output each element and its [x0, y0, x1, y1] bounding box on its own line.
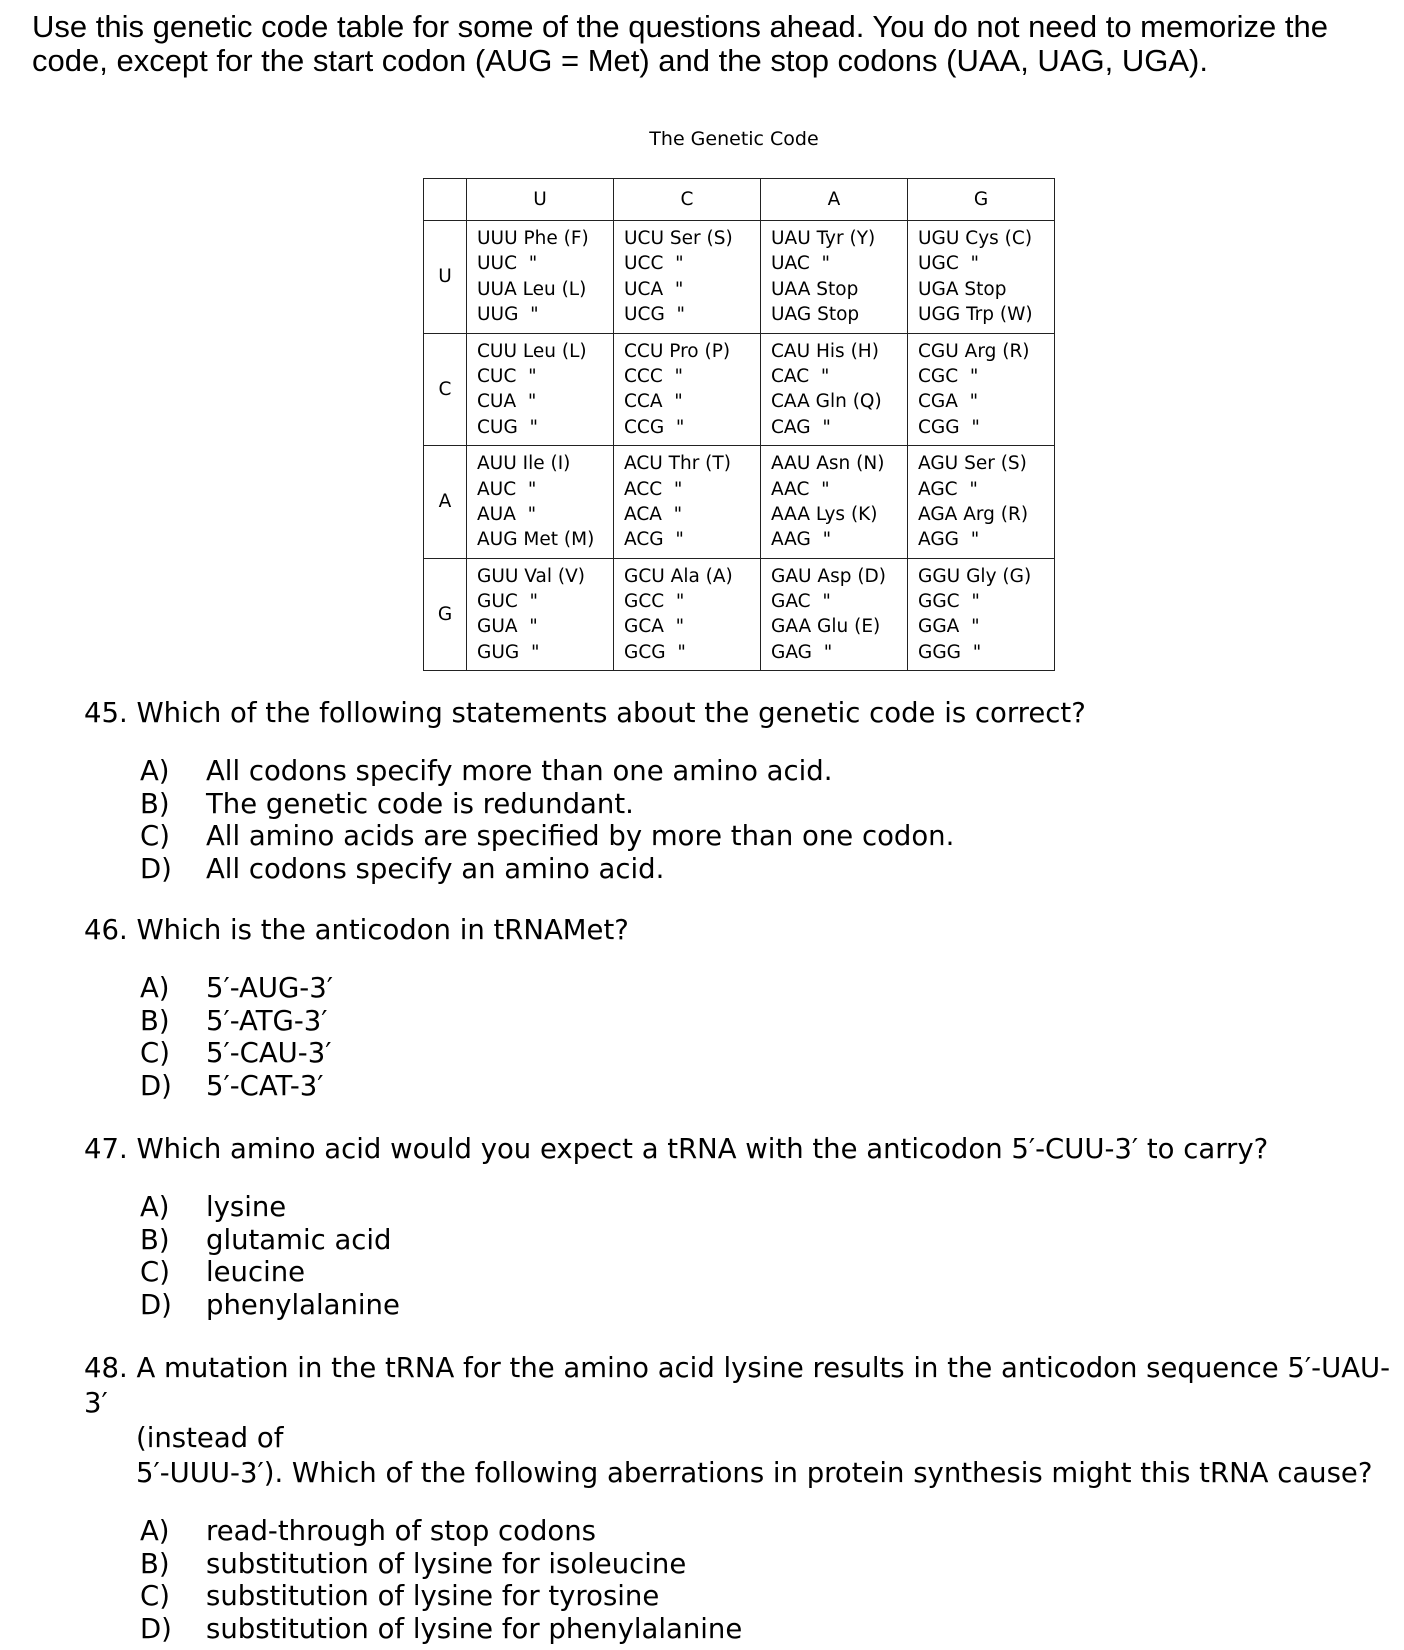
question-text: Which is the anticodon in tRNAMet?	[136, 914, 629, 946]
codon-entry: GAU Asp (D)	[771, 565, 887, 587]
codon-cell	[467, 558, 614, 671]
column-header: U	[467, 179, 614, 221]
codon-entry: GGU Gly (G)	[918, 565, 1032, 587]
codon-entry: CGC "	[918, 365, 979, 387]
codon-entry: GUG "	[477, 641, 540, 663]
codon-entry: GAA Glu (E)	[771, 616, 881, 638]
row-header: C	[424, 333, 467, 446]
codon-cell	[614, 221, 761, 334]
answer-option	[140, 1005, 1400, 1038]
codon-cell	[467, 446, 614, 559]
table-header-row	[424, 179, 1055, 221]
codon-entry: CAC "	[771, 365, 830, 387]
option-letter: A)	[140, 972, 170, 1004]
codon-cell	[908, 446, 1055, 559]
question-stem	[84, 1132, 1400, 1167]
codon-entry: AUG Met (M)	[477, 529, 595, 551]
codon-entry: CAG "	[771, 416, 831, 438]
answer-option	[140, 1515, 1400, 1548]
answer-option	[140, 1548, 1400, 1581]
table-row	[424, 333, 1055, 446]
codon-entry: UUU Phe (F)	[477, 228, 589, 249]
question-text-continued: (instead of	[136, 1422, 284, 1454]
question-text: Which of the following statements about the genetic code is correct?	[136, 697, 1086, 729]
codon-entry: GUA "	[477, 616, 538, 638]
question-number: 48.	[84, 1352, 128, 1384]
answer-option	[140, 1070, 1400, 1103]
genetic-code-table	[423, 178, 1055, 671]
question-48	[84, 1351, 1400, 1645]
codon-entry: UUG "	[477, 304, 539, 326]
table-row	[424, 446, 1055, 559]
codon-entry: CCU Pro (P)	[624, 340, 731, 362]
answer-options	[140, 755, 1400, 885]
answer-option	[140, 755, 1400, 788]
option-letter: B)	[140, 1223, 170, 1256]
option-text: glutamic acid	[206, 1223, 392, 1256]
question-text: Which amino acid would you expect a tRNA with the anticodon 5′-CUU-3′ to carry?	[136, 1133, 1269, 1165]
codon-entry: UCU Ser (S)	[624, 228, 733, 249]
option-text: All codons specify an amino acid.	[206, 852, 665, 885]
table-row	[424, 558, 1055, 671]
option-text: substitution of lysine for phenylalanine	[206, 1612, 743, 1645]
codon-entry: AGC "	[918, 478, 978, 500]
codon-entry: CUA "	[477, 391, 537, 413]
codon-entry: GUC "	[477, 591, 539, 613]
intro-text: Use this genetic code table for some of the questions ahead. You do not need to memorize the code, except for the start codon (AUG = Met) and the stop codons (UAA, UAG, UGA).	[32, 9, 1328, 78]
codon-entry: UUC "	[477, 253, 538, 275]
codon-entry: CCC "	[624, 365, 684, 387]
row-header: U	[424, 221, 467, 334]
codon-entry: UCG "	[624, 304, 686, 326]
codon-entry: ACC "	[624, 478, 683, 500]
codon-entry: AAA Lys (K)	[771, 503, 878, 525]
option-text: 5′-CAT-3′	[206, 1069, 324, 1102]
answer-option	[140, 1037, 1400, 1070]
codon-entry: CUC "	[477, 365, 537, 387]
codon-cell	[908, 558, 1055, 671]
option-letter: B)	[140, 1004, 170, 1037]
codon-entry: UGG Trp (W)	[918, 304, 1033, 326]
option-letter: B)	[140, 787, 170, 820]
answer-option	[140, 1224, 1400, 1257]
codon-entry: AGG "	[918, 529, 980, 551]
option-text: substitution of lysine for tyrosine	[206, 1580, 660, 1612]
codon-cell	[614, 446, 761, 559]
answer-options	[140, 1515, 1400, 1645]
option-letter: A)	[140, 755, 170, 787]
answer-options	[140, 972, 1400, 1102]
question-stem	[84, 696, 1400, 731]
option-text: lysine	[206, 1191, 287, 1223]
option-letter: D)	[140, 852, 172, 885]
codon-entry: UCA "	[624, 278, 684, 300]
codon-entry: GGG "	[918, 641, 982, 663]
option-letter: D)	[140, 1612, 172, 1645]
codon-entry: CCA "	[624, 391, 683, 413]
codon-cell	[761, 333, 908, 446]
column-header: G	[908, 179, 1055, 221]
codon-entry: UAG Stop	[771, 304, 860, 326]
codon-cell	[761, 558, 908, 671]
question-stem	[84, 1351, 1400, 1421]
question-number: 47.	[84, 1133, 128, 1165]
codon-entry: AUC "	[477, 478, 537, 500]
question-text: A mutation in the tRNA for the amino acid lysine results in the anticodon sequence 5′-UAU-3′	[84, 1352, 1391, 1419]
genetic-code-title: The Genetic Code	[649, 128, 819, 150]
codon-entry: GCC "	[624, 591, 685, 613]
codon-entry: ACG "	[624, 529, 684, 551]
codon-entry: AGA Arg (R)	[918, 503, 1029, 525]
option-letter: C)	[140, 1037, 170, 1069]
answer-option	[140, 1580, 1400, 1613]
codon-entry: UCC "	[624, 253, 684, 275]
codon-entry: AAG "	[771, 529, 832, 551]
codon-entry: AUU Ile (I)	[477, 453, 571, 475]
option-letter: C)	[140, 1256, 170, 1288]
question-number: 45.	[84, 697, 128, 729]
codon-entry: GUU Val (V)	[477, 565, 585, 587]
codon-entry: AGU Ser (S)	[918, 453, 1027, 475]
codon-cell	[761, 221, 908, 334]
option-text: substitution of lysine for isoleucine	[206, 1547, 687, 1580]
question-46	[84, 913, 1400, 1102]
codon-entry: ACA "	[624, 503, 683, 525]
codon-entry: UGA Stop	[918, 278, 1007, 300]
codon-cell	[614, 333, 761, 446]
codon-entry: UGC "	[918, 253, 980, 275]
codon-entry: CAA Gln (Q)	[771, 391, 882, 413]
option-letter: A)	[140, 1191, 170, 1223]
codon-cell	[467, 221, 614, 334]
codon-entry: GCU Ala (A)	[624, 565, 733, 587]
answer-option	[140, 788, 1400, 821]
answer-option	[140, 1191, 1400, 1224]
codon-entry: UGU Cys (C)	[918, 228, 1033, 249]
codon-entry: CAU His (H)	[771, 340, 879, 362]
option-text: All codons specify more than one amino acid.	[206, 755, 833, 787]
option-text: phenylalanine	[206, 1288, 400, 1321]
table-row	[424, 221, 1055, 334]
codon-entry: UUA Leu (L)	[477, 278, 587, 300]
codon-cell	[908, 221, 1055, 334]
codon-entry: CGU Arg (R)	[918, 340, 1030, 362]
answer-options	[140, 1191, 1400, 1321]
question-number: 46.	[84, 914, 128, 946]
codon-entry: GGC "	[918, 591, 980, 613]
codon-cell	[761, 446, 908, 559]
column-header: C	[614, 179, 761, 221]
codon-entry: AUA "	[477, 503, 537, 525]
codon-cell	[467, 333, 614, 446]
option-letter: D)	[140, 1288, 172, 1321]
codon-entry: GCG "	[624, 641, 686, 663]
answer-option	[140, 1613, 1400, 1646]
codon-entry: CUG "	[477, 416, 539, 438]
codon-entry: GAG "	[771, 641, 833, 663]
codon-entry: UAA Stop	[771, 278, 859, 300]
codon-entry: CUU Leu (L)	[477, 340, 587, 362]
codon-entry: GAC "	[771, 591, 831, 613]
question-stem	[84, 913, 1400, 948]
question-45	[84, 696, 1400, 885]
row-header: G	[424, 558, 467, 671]
codon-entry: GCA "	[624, 616, 685, 638]
option-letter: B)	[140, 1547, 170, 1580]
option-text: 5′-AUG-3′	[206, 972, 333, 1004]
table-corner	[424, 179, 467, 221]
option-letter: C)	[140, 1580, 170, 1612]
option-text: read-through of stop codons	[206, 1515, 597, 1547]
questions-section	[84, 696, 1400, 1645]
row-header: A	[424, 446, 467, 559]
answer-option	[140, 1289, 1400, 1322]
codon-entry: ACU Thr (T)	[624, 453, 731, 475]
codon-cell	[614, 558, 761, 671]
answer-option	[140, 1256, 1400, 1289]
option-letter: D)	[140, 1069, 172, 1102]
codon-entry: CGG "	[918, 416, 980, 438]
answer-option	[140, 972, 1400, 1005]
option-letter: A)	[140, 1515, 170, 1547]
codon-entry: CGA "	[918, 391, 979, 413]
column-header: A	[761, 179, 908, 221]
question-text-continued: 5′-UUU-3′). Which of the following aberrations in protein synthesis might this tRNA cause?	[136, 1457, 1373, 1489]
answer-option	[140, 853, 1400, 886]
codon-cell	[908, 333, 1055, 446]
codon-entry: UAU Tyr (Y)	[771, 228, 876, 249]
option-letter: C)	[140, 820, 170, 852]
codon-entry: GGA "	[918, 616, 980, 638]
codon-entry: AAU Asn (N)	[771, 453, 885, 475]
option-text: 5′-CAU-3′	[206, 1037, 332, 1069]
codon-entry: CCG "	[624, 416, 685, 438]
option-text: The genetic code is redundant.	[206, 787, 634, 820]
option-text: All amino acids are specified by more than one codon.	[206, 820, 955, 852]
question-47	[84, 1132, 1400, 1321]
codon-entry: UAC "	[771, 253, 831, 275]
answer-option	[140, 820, 1400, 853]
option-text: leucine	[206, 1256, 306, 1288]
codon-entry: AAC "	[771, 478, 830, 500]
option-text: 5′-ATG-3′	[206, 1004, 328, 1037]
